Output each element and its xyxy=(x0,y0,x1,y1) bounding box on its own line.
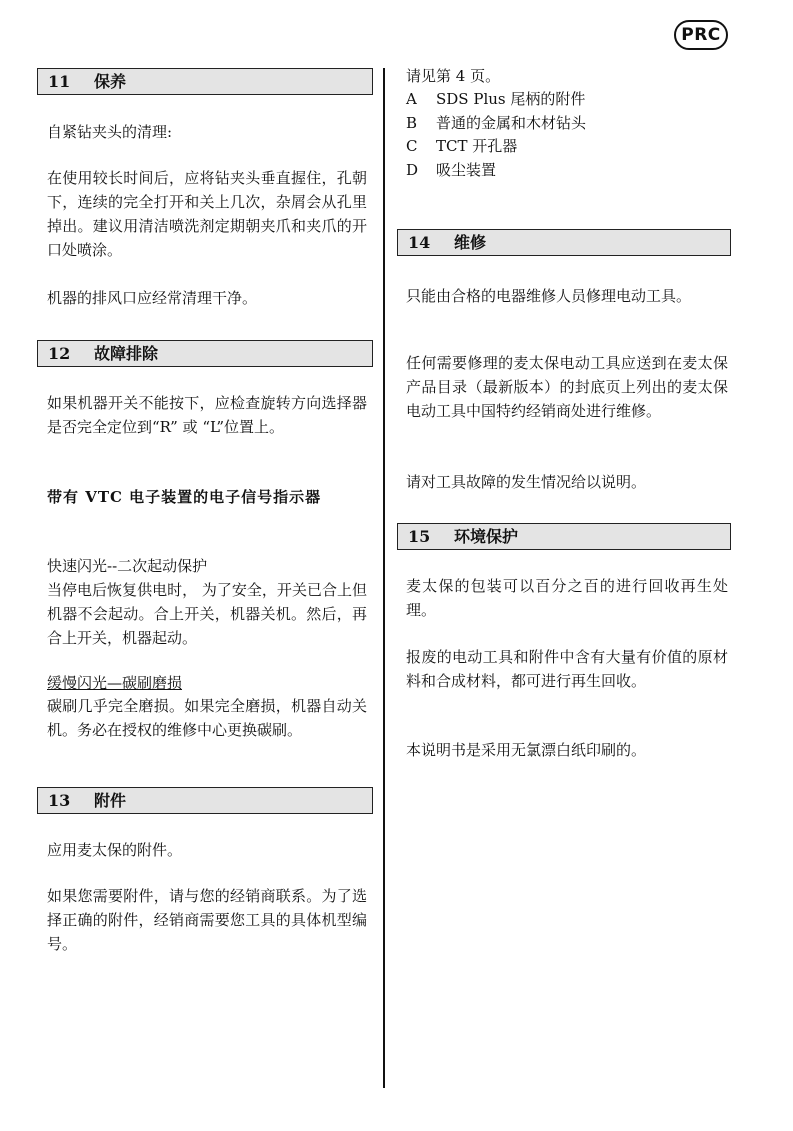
section-12-title: 故障排除 xyxy=(94,344,159,363)
section-15-title: 环境保护 xyxy=(454,527,519,546)
region-badge: PRC xyxy=(674,20,728,50)
fast-flash-text: 当停电后恢复供电时， 为了安全，开关已合上但机器不会起动。合上开关，机器关机。然后，再合上开关，机器起动。 xyxy=(47,581,367,647)
accessories-list xyxy=(406,88,586,182)
section-14-number: 14 xyxy=(408,233,431,252)
section-14-header xyxy=(397,229,731,256)
section-13-title: 附件 xyxy=(94,791,127,810)
section-11-title: 保养 xyxy=(94,72,127,91)
list-item xyxy=(406,112,586,136)
accessories-dealer-text: 如果您需要附件，请与您的经销商联系。为了选择正确的附件，经销商需要您工具的具体机型编号。 xyxy=(47,887,367,953)
chuck-cleaning-text: 在使用较长时间后，应将钻夹头垂直握住，孔朝下，连续的完全打开和关上几次，杂屑会从孔里掉出。建议用清洁喷洗剂定期朝夹爪和夹爪的开口处喷涂。 xyxy=(47,169,367,259)
chuck-cleaning-label: 自紧钻夹头的清理: xyxy=(47,123,173,141)
section-14-title: 维修 xyxy=(454,233,487,252)
list-item-text: TCT 开孔器 xyxy=(436,137,518,155)
list-item xyxy=(406,135,586,159)
section-13-header xyxy=(37,787,373,814)
section-11-number: 11 xyxy=(48,72,71,91)
packaging-recycle-text: 麦太保的包装可以百分之百的进行回收再生处理。 xyxy=(406,577,728,619)
list-item xyxy=(406,159,586,183)
list-item-key: C xyxy=(406,137,418,155)
section-12-number: 12 xyxy=(48,344,71,363)
repair-service-text: 任何需要修理的麦太保电动工具应送到在麦太保产品目录（最新版本）的封底页上列出的麦太保电动工具中国特约经销商处进行维修。 xyxy=(406,354,728,420)
vtc-indicator-heading: 带有 VTC 电子装置的电子信号指示器 xyxy=(47,488,322,506)
section-13-number: 13 xyxy=(48,791,71,810)
list-item-key: B xyxy=(406,113,418,132)
repair-qualified-text: 只能由合格的电器维修人员修理电动工具。 xyxy=(406,287,692,305)
section-15-header xyxy=(397,523,731,550)
accessories-intro-text: 应用麦太保的附件。 xyxy=(47,841,183,859)
tool-recycle-text: 报废的电动工具和附件中含有大量有价值的原材料和合成材料，都可进行再生回收。 xyxy=(406,648,728,690)
vent-cleaning-text: 机器的排风口应经常清理干净。 xyxy=(47,289,258,307)
section-11-header xyxy=(37,68,373,95)
list-item xyxy=(406,88,586,112)
list-item-key: D xyxy=(406,160,419,179)
list-item-text: 普通的金属和木材钻头 xyxy=(436,113,587,132)
section-15-number: 15 xyxy=(408,527,431,546)
accessories-page-ref: 请见第 4 页。 xyxy=(406,67,501,85)
paper-note-text: 本说明书是采用无氯漂白纸印刷的。 xyxy=(406,741,647,759)
slow-flash-title: 缓慢闪光—碳刷磨损 xyxy=(47,674,183,692)
switch-troubleshoot-text: 如果机器开关不能按下，应检查旋转方向选择器是否完全定位到“R” 或 “L”位置上。 xyxy=(47,394,367,436)
list-item-text: 吸尘装置 xyxy=(436,160,497,179)
list-item-text: SDS Plus 尾柄的附件 xyxy=(436,90,586,108)
fast-flash-title: 快速闪光--二次起动保护 xyxy=(47,557,208,575)
repair-describe-text: 请对工具故障的发生情况给以说明。 xyxy=(406,473,647,491)
list-item-key: A xyxy=(406,90,417,108)
column-divider xyxy=(383,68,385,1088)
section-12-header xyxy=(37,340,373,367)
slow-flash-text: 碳刷几乎完全磨损。如果完全磨损，机器自动关机。务必在授权的维修中心更换碳刷。 xyxy=(47,697,367,739)
